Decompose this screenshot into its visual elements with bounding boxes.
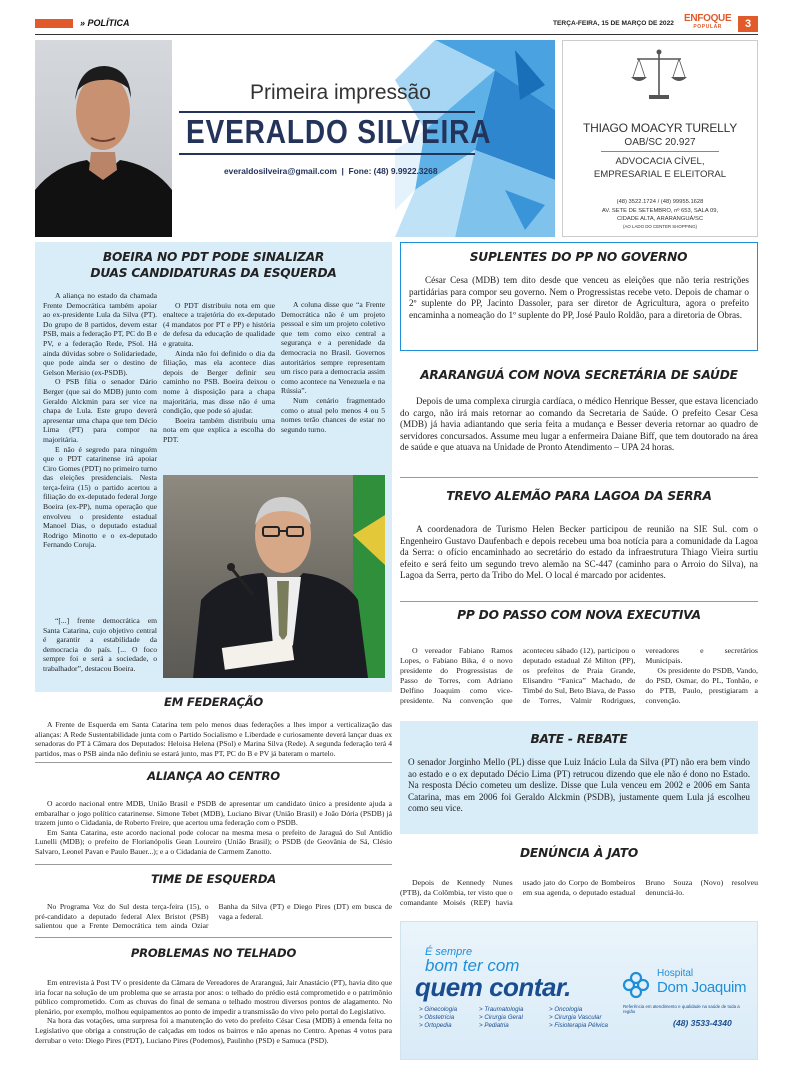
boeira-col-1: A aliança no estado da chamada Frente Democrática também apoiar ao ex-presidente Lula da Silva (PT). Do grupo de 8 partidos, devem estar PSB, mais a federação PT, PC do B e PV, e a federação Rede, PSol. Há ainda dúvidas sobre o Solidariedade, que pode ainda ser o destino de Gelson Merisio (ex-PSDB). O PSB filia o senador Dário Berger (que sai do MDB) junto com Geraldo Alckmin para ser vice na chapa de Lula. Este grupo deverá apresentar uma chapa que tem Décio Lima (PT) para compor na majoritária. E não é segredo para ninguém que o PDT catarinense irá apoiar Ciro Gomes (PDT) no primeiro turno das eleições presidenciais. Nesta terça-feira (15) o partido acertou a filiação do ex-deputado federal Jorge Boeira (ex-PP), numa operação que envolveu o presidente estadual Manoel Dias, o deputado estadual Rodrigo Minotto e o ex-deputado Fernando Coruja.	[43, 291, 157, 550]
lawyer-oab: OAB/SC 20.927	[624, 137, 696, 148]
trevo-text: A coordenadora de Turismo Helen Becker participou de reunião na SIE Sul. com o Engenheiro Gustavo Daufenbach e depois recebeu uma boa notícia para a comunidade da Lagoa da Serra: o ofício encaminhado ao secretário do estado da infraestrutura Thiago Vieira surtiu efeito e será feito um segundo trevo alemão na SC-447 (caminho para o Arroio do Silva), na Lagoa da Serra, perto da Tribo do Mel. O local é marcado por acidentes.	[400, 524, 758, 581]
lawyer-divider	[601, 151, 719, 152]
author-rule-bottom	[179, 153, 475, 155]
boeira-col-2: O PDT distribuiu nota em que enaltece a trajetória do ex-deputado (4 mandatos por PT e PP) e história de defesa da educação de qualidade e gratuita. Ainda não foi definido o dia da filiação, mas ela acontece dias depois de Berger definir seu caminho no PSB. Boeira deixou o nome à disposição para a chapa majoritária, mas disse não é uma condição, que pode só ajudar. Boeira também distribuiu uma nota em que explica a escolha do PDT.	[163, 300, 275, 444]
speaker-icon	[163, 475, 385, 678]
hospital-brand-1: Hospital	[657, 968, 694, 979]
bate-title: BATE - REBATE	[530, 732, 628, 746]
telhado-text: Em entrevista à Post TV o presidente da Câmara de Vereadores de Araranguá, Jair Anastácio (PT), havia dito que iria focar na solução de um problema que se arrasta por anos: o telhado do prédio está comprometido e o patrimônio público comprometido. Com as chuvas do final de semana o telhado mostrou diversos pontos de alagamento. No plenário, por exemplo, molhou equipamentos ao ponto de impedir a transmissão do vivo pelo portal do Legislativo. Na hora das votações, uma surpresa foi a manutenção do veto do prefeito César Cesa (MDB) à emenda feita no Legislativo que obriga a construção de calçadas em todos os bairros e não apenas no Centro. Apenas 4 votos para derrubar o veto: Diego Pires (PDT), Luciano Pires (Podemos), Paulinho (PSD) e Samuca (PSD).	[35, 978, 392, 1045]
double-chevron-icon: »	[80, 18, 86, 28]
time-rule	[35, 864, 392, 865]
lawyer-ad[interactable]	[562, 40, 758, 237]
boeira-col-1b: “[...] frente democrática em Santa Catarina, cujo objetivo central é garantir a estabilidade da democracia do país. [... O foco sempre foi e será a sociedade, o trabalhador”, destacou Boeira.	[43, 616, 157, 673]
column-author: EVERALDO SILVEIRA	[186, 113, 492, 150]
federacao-title: EM FEDERAÇÃO	[164, 695, 263, 709]
alianca-title: ALIANÇA AO CENTRO	[147, 769, 280, 783]
hospital-brand-2: Dom Joaquim	[657, 979, 747, 996]
lawyer-address-3: (AO LADO DO CENTER SHOPPING)	[623, 224, 697, 229]
alianca-rule	[35, 762, 392, 763]
trevo-title: TREVO ALEMÃO PARA LAGOA DA SERRA	[446, 489, 712, 503]
denuncia-text: Depois de Kennedy Nunes (PTB), da Colômbia, ter visto que o comandante Moisés (REP) havia usado jato do Corpo de Bombeiros em sua agenda, o deputado estadual Bruno Souza (Novo) resolveu denunciá-lo.	[400, 878, 758, 907]
lawyer-area-2: EMPRESARIAL E ELEITORAL	[593, 169, 727, 180]
hospital-phone: (48) 3533-4340	[673, 1018, 732, 1028]
hospital-slogan-2: bom ter com	[425, 956, 520, 975]
saude-title: ARARANGUÁ COM NOVA SECRETÁRIA DE SAÚDE	[420, 368, 738, 382]
header-rule	[35, 34, 758, 35]
brand-logo	[684, 15, 731, 31]
suplentes-text: César Cesa (MDB) tem dito desde que venceu as eleições que não teria restrições partidárias para compor seu governo. Nem o Progressistas recebe veto. Depois de chamar o 2º suplente do PP, Jacinto Dassoler, para ser diretor de Agricultura, agora o prefeito encaminha a nomeação do 1º suplente do PP, José Paulo Roldão, para a diretoria de Obras.	[409, 275, 749, 320]
suplentes-article	[400, 242, 758, 351]
boeira-col-3: A coluna disse que “a Frente Democrática não é um projeto pessoal e sim um projeto coletivo que tem como eixo central a segurança e a perenidade da democracia no Brasil. Governos autoritários sempre representam um risco para a democracia assim como acontece na Venezuela e na Rússia”. Num cenário fragmentado como o atual pelo menos 4 ou 5 nomes terão chances de estar no segundo turno.	[281, 300, 385, 434]
column-kicker: Primeira impressão	[250, 81, 431, 104]
boeira-article	[35, 242, 392, 692]
hospital-tagline: Referência em atendimento e qualidade na saúde de toda a região	[623, 1004, 740, 1014]
hospital-slogan-1: É sempre	[425, 946, 473, 958]
passo-text: O vereador Fabiano Ramos Lopes, o Fabiano Bika, é o novo presidente do Progressistas de Passo de Torres, com Adriano Delfino Joaquim como vice-presidente. Na convenção que aconteceu sábado (12), participou o deputado estadual Zé Milton (PP), os prefeitos de Praia Grande, Elisandro “Fanica” Machado, de Timbé do Sul, Beto Biava, de Passo de Torres, Valmir Rodrigues, vereadores e secretários Municipais. Os presidente do PSDB, Vando, do PSD, Osmar, do PL, Tonhão, e do PTB, Paulo, prestigiaram a convenção.	[400, 646, 758, 705]
hospital-specialties: > Ginecologia > Traumatologia > Oncologia > Obstetrícia > Cirurgia Geral > Cirurgia Vascular > Ortopedia > Pediatria > Fisioterapia Pélvica	[419, 1006, 608, 1029]
denuncia-title: DENÚNCIA À JATO	[519, 846, 639, 860]
column-contact: everaldosilveira@gmail.com | Fone: (48) 9.9922.3268	[224, 166, 438, 176]
telhado-title: PROBLEMAS NO TELHADO	[130, 946, 297, 960]
scales-of-justice-icon	[629, 47, 689, 103]
brand-name: ENFOQUE	[684, 13, 732, 24]
boeira-title: BOEIRA NO PDT PODE SINALIZAR DUAS CANDIDATURAS DA ESQUERDA	[90, 250, 337, 280]
header-date: TERÇA-FEIRA, 15 DE MARÇO DE 2022	[553, 20, 674, 27]
hospital-slogan-3: quem contar.	[415, 972, 571, 1002]
lawyer-address-2: CIDADE ALTA, ARARANGUÁ/SC	[616, 216, 704, 222]
section-label: » POLÍTICA	[80, 18, 130, 28]
bate-article	[400, 721, 758, 834]
time-text: No Programa Voz do Sul desta terça-feira (15), o pré-candidato a deputado federal Alex Bristot (PSB) salientou que a Frente Democrática tem ainda Oziar Banha da Silva (PT) e Diego Pires (DT) em busca de vaga a federal.	[35, 902, 392, 931]
telhado-rule	[35, 937, 392, 938]
trevo-rule	[400, 477, 758, 478]
bate-text: O senador Jorginho Mello (PL) disse que Luiz Inácio Lula da Silva (PT) não era bem vindo ao estado e o ex deputado Décio Lima (PT) retrucou dizendo que ele não é dono no Estado. Na resposta Décio cometeu um deslize. Disse que Lula venceu em 2002 e 2006 em Santa Catarina, mas em 2006 foi Geraldo Alckmin (PSDB), justamente quem Lula já escolheu como seu vice.	[408, 757, 750, 814]
boeira-photo	[163, 475, 385, 678]
page-number: 3	[738, 16, 758, 32]
lawyer-area-1: ADVOCACIA CÍVEL,	[615, 156, 705, 167]
section-bar	[35, 19, 73, 28]
person-icon	[35, 40, 172, 237]
saude-text: Depois de uma complexa cirurgia cardíaca, o médico Henrique Besser, que estava licenciado do cargo, não irá mais retornar ao comando da Secretaria de Saúde. O prefeito Cesar Cesa (MDB) já havia adiantando que seria feita a mudança e Besser deveria retornar ao quadro de servidores concursados. Assume meu lugar a enfermeira Daiane Biff, que tem doutorado na área de saúde e que atuava na Unidade de Pronto Atendimento – UPA 24 horas.	[400, 396, 758, 453]
passo-rule	[400, 601, 758, 602]
columnist-photo	[35, 40, 172, 237]
lawyer-name: THIAGO MOACYR TURELLY	[582, 121, 738, 135]
alianca-text: O acordo nacional entre MDB, União Brasil e PSDB de apresentar um candidato único a presidente ajuda a embaralhar o jogo político catarinense. Simone Tebet (MDB), Luciano Bivar (União Brasil) e João Dória (PSDB) já trazem junto o Cidadania, de Roberto Freire, que acertou uma federação com o PSDB. Em Santa Catarina, este acordo nacional pode colocar na mesma mesa o prefeito de Jaraguá do Sul Antídio Lunelli (MDB); o prefeito de Florianópolis Gean Loureiro (União Brasil); o PSDB (de Geovânia de Sá, Clésio Salvaro, Leonel Pavan e Paulo Bauer...); e a o Cidadania de Carmem Zanotto.	[35, 799, 392, 856]
time-title: TIME DE ESQUERDA	[150, 872, 277, 886]
suplentes-title: SUPLENTES DO PP NO GOVERNO	[469, 250, 688, 264]
passo-title: PP DO PASSO COM NOVA EXECUTIVA	[457, 608, 701, 622]
federacao-text: A Frente de Esquerda em Santa Catarina tem pelo menos duas federações a lhes impor a verticalização das alianças: A Rede Sustentabilidade junta com o Partido Socialismo e Liberdade e curiosamente deverá lançar duas ex senadoras do PT à Câmara dos Deputados: Heloisa Helena (PSol) e Marina Silva (Rede). A segunda federação terá 4 partidos, mas o PSB ainda não definiu se estará junto, mas PT, PC do B e PV já bateram o martelo.	[35, 720, 392, 758]
hospital-ad[interactable]	[400, 921, 758, 1060]
hospital-cross-icon	[621, 970, 651, 1000]
lawyer-address-1: AV. SETE DE SETEMBRO, nº 653, SALA 09,	[601, 208, 719, 214]
lawyer-phone: (48) 3522.1724 / (48) 99955.1628	[616, 199, 704, 205]
brand-sub: POPULAR	[693, 24, 722, 30]
